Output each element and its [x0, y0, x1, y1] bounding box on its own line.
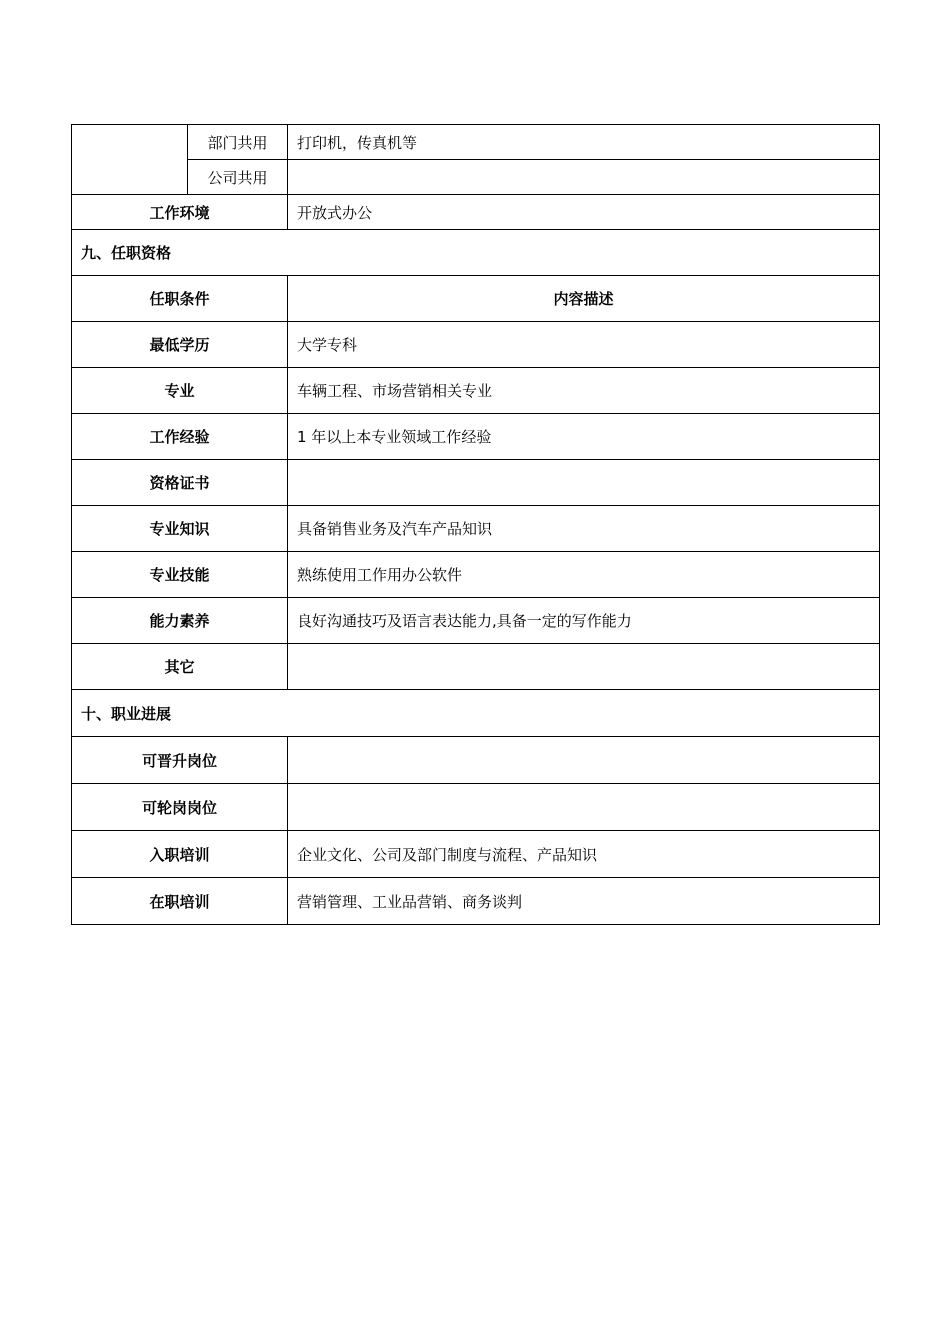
row-label-certificate: 资格证书	[72, 460, 288, 506]
table-row-company-shared	[72, 160, 880, 195]
row-label-promotion: 可晋升岗位	[72, 737, 288, 784]
row-value-promotion	[288, 737, 880, 784]
section-9-header-row	[72, 230, 880, 276]
table-row	[72, 831, 880, 878]
row-value-onboarding-training: 企业文化、公司及部门制度与流程、产品知识	[288, 831, 880, 878]
row-label-knowledge: 专业知识	[72, 506, 288, 552]
company-shared-value	[288, 160, 880, 195]
row-label-experience: 工作经验	[72, 414, 288, 460]
row-value-certificate	[288, 460, 880, 506]
row-value-min-education: 大学专科	[288, 322, 880, 368]
row-value-competence: 良好沟通技巧及语言表达能力,具备一定的写作能力	[288, 598, 880, 644]
row-value-skills: 熟练使用工作用办公软件	[288, 552, 880, 598]
section-10-header-row	[72, 690, 880, 737]
row-value-major: 车辆工程、市场营销相关专业	[288, 368, 880, 414]
row-value-knowledge: 具备销售业务及汽车产品知识	[288, 506, 880, 552]
row-label-skills: 专业技能	[72, 552, 288, 598]
table-row	[72, 322, 880, 368]
table-row	[72, 784, 880, 831]
equipment-group-cell	[72, 125, 188, 195]
work-environment-label: 工作环境	[72, 195, 288, 230]
col-condition-header: 任职条件	[72, 276, 288, 322]
row-value-rotation	[288, 784, 880, 831]
job-description-table	[71, 124, 880, 925]
row-label-onboarding-training: 入职培训	[72, 831, 288, 878]
section-9-title: 九、任职资格	[72, 230, 880, 276]
table-row-work-environment	[72, 195, 880, 230]
table-row	[72, 460, 880, 506]
table-row	[72, 644, 880, 690]
row-label-competence: 能力素养	[72, 598, 288, 644]
row-label-rotation: 可轮岗岗位	[72, 784, 288, 831]
company-shared-label: 公司共用	[188, 160, 288, 195]
row-label-major: 专业	[72, 368, 288, 414]
row-value-onjob-training: 营销管理、工业品营销、商务谈判	[288, 878, 880, 925]
row-label-min-education: 最低学历	[72, 322, 288, 368]
table-row	[72, 598, 880, 644]
table-row	[72, 368, 880, 414]
row-label-onjob-training: 在职培训	[72, 878, 288, 925]
work-environment-value: 开放式办公	[288, 195, 880, 230]
table-row	[72, 737, 880, 784]
section-10-title: 十、职业进展	[72, 690, 880, 737]
table-row	[72, 414, 880, 460]
table-row	[72, 552, 880, 598]
col-description-header: 内容描述	[288, 276, 880, 322]
dept-shared-label: 部门共用	[188, 125, 288, 160]
table-row-dept-shared	[72, 125, 880, 160]
table-row	[72, 878, 880, 925]
row-value-other	[288, 644, 880, 690]
section-9-column-header-row	[72, 276, 880, 322]
dept-shared-value: 打印机，传真机等	[288, 125, 880, 160]
table-row	[72, 506, 880, 552]
row-label-other: 其它	[72, 644, 288, 690]
row-value-experience: 1 年以上本专业领域工作经验	[288, 414, 880, 460]
